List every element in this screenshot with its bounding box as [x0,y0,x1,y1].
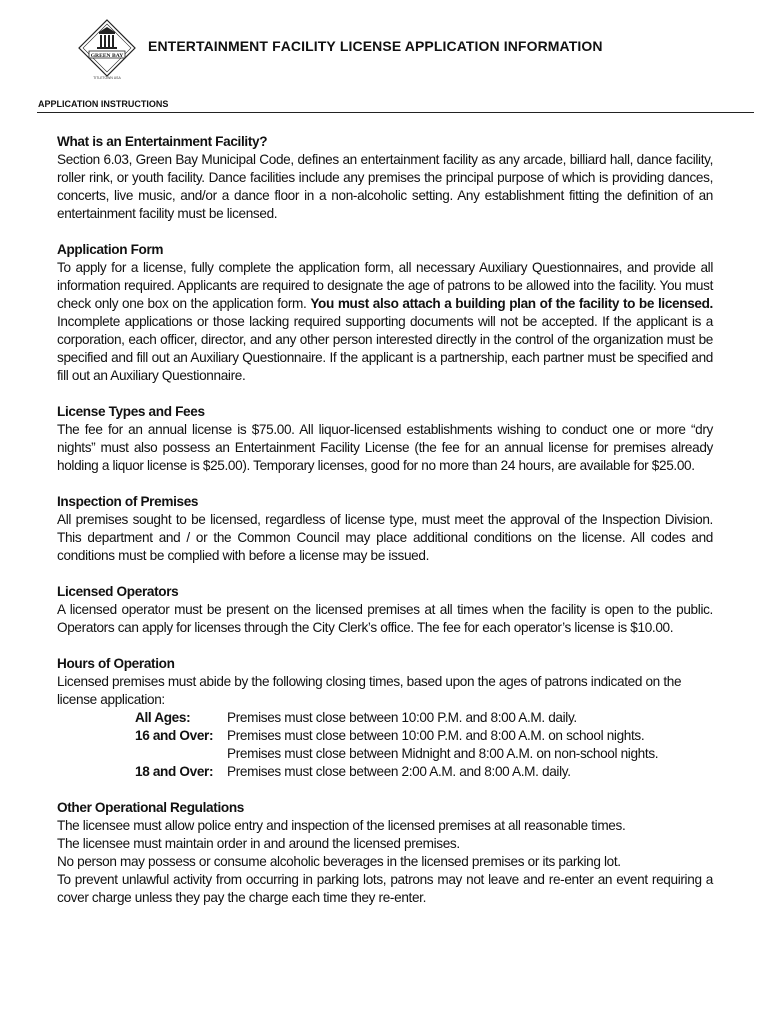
closing-time: Premises must close between 10:00 P.M. and 8:00 A.M. daily. [227,710,577,725]
title-word-1: ENTERTAINMENT [148,38,269,54]
application-instructions-subheading: APPLICATION INSTRUCTIONS [38,99,169,109]
section-application-form [57,241,713,385]
section-hours-of-operation [57,655,713,781]
header-divider [37,112,754,113]
age-label [57,745,227,763]
section-body: Section 6.03, Green Bay Municipal Code, defines an entertainment facility as any arcade, billiard hall, dance facility, roller rink, or youth facility. Dance facilities include any premises the principal purpose of which is providing dances, concerts, live music, and/or a dance floor in a non-alcoholic setting. Any establishment fitting the definition of an entertainment facility must be licensed. [57,152,713,221]
document-body [57,133,713,925]
age-label: 18 and Over: [135,764,214,779]
section-heading: Licensed Operators [57,584,179,599]
section-body: The fee for an annual license is $75.00. All liquor-licensed establishments wishing to conduct one or more “dry nights” must also possess an Entertainment Facility License (the fee for an annual license for premises already holding a liquor license is $25.00). Temporary licenses, good for no more than 24 hours, are available for $25.00. [57,422,713,473]
section-heading: Inspection of Premises [57,494,199,509]
section-license-fees [57,403,713,475]
regulation-line: No person may possess or consume alcoholic beverages in the licensed premises or its parking lot. [57,854,621,869]
section-heading: Hours of Operation [57,656,175,671]
title-word-3: LICENSE [339,38,402,54]
section-body: Licensed premises must abide by the following closing times, based upon the ages of patrons indicated on the license application: [57,674,682,707]
svg-text:TITLETOWN USA: TITLETOWN USA [93,76,121,80]
section-inspection [57,493,713,565]
age-label: 16 and Over: [135,728,214,743]
regulation-line: The licensee must maintain order in and around the licensed premises. [57,836,460,851]
section-heading: Application Form [57,242,164,257]
closing-time: Premises must close between 2:00 A.M. and 8:00 A.M. daily. [227,764,571,779]
section-licensed-operators [57,583,713,637]
closing-time: Premises must close between 10:00 P.M. and 8:00 A.M. on school nights. [227,728,645,743]
table-row [57,745,658,763]
title-word-5: INFORMATION [503,38,603,54]
age-label: All Ages: [135,710,191,725]
green-bay-seal-logo [77,18,137,80]
section-heading: Other Operational Regulations [57,800,244,815]
table-row [57,763,658,781]
closing-time: Premises must close between Midnight and 8:00 A.M. on non-school nights. [227,746,659,761]
document-title [148,38,603,54]
table-row [57,709,658,727]
table-row [57,727,658,745]
section-operational-regulations [57,799,713,907]
section-body: A licensed operator must be present on the licensed premises at all times when the facility is open to the public. Operators can apply for licenses through the City Clerk’s office. The fee for each operator’s license is $10.00. [57,602,713,635]
section-body: To apply for a license, fully complete the application form, all necessary Auxiliary Questionnaires, and provide all information required. Applicants are required to designate the age of patrons to be allowed into the facility. You must check only one box on the application form. You must also attach a building plan of the facility to be licensed. Incomplete applications or those lacking required supporting documents will not be accepted. If the applicant is a corporation, each officer, director, and any other person interested directly in the control of the organization must be specified and fill out an Auxiliary Questionnaire. If the applicant is a partnership, each partner must be specified and fill out an Auxiliary Questionnaire. [57,260,713,383]
title-word-2: FACILITY [272,38,336,54]
title-word-4: APPLICATION [404,38,500,54]
closing-times-table [57,709,658,781]
section-what-is-facility [57,133,713,223]
section-body: All premises sought to be licensed, regardless of license type, must meet the approval of the Inspection Division. This department and / or the Common Council may place additional conditions on the license. All codes and conditions must be complied with before a license may be issued. [57,512,713,563]
section-heading: License Types and Fees [57,404,205,419]
section-heading: What is an Entertainment Facility? [57,134,268,149]
building-plan-requirement: You must also attach a building plan of the facility to be licensed. [310,296,713,311]
svg-text:GREEN BAY: GREEN BAY [90,52,124,59]
regulation-line: The licensee must allow police entry and inspection of the licensed premises at all reasonable times. [57,818,626,833]
regulation-line: To prevent unlawful activity from occurring in parking lots, patrons may not leave and re-enter an event requiring a cover charge unless they pay the charge each time they re-enter. [57,872,713,905]
